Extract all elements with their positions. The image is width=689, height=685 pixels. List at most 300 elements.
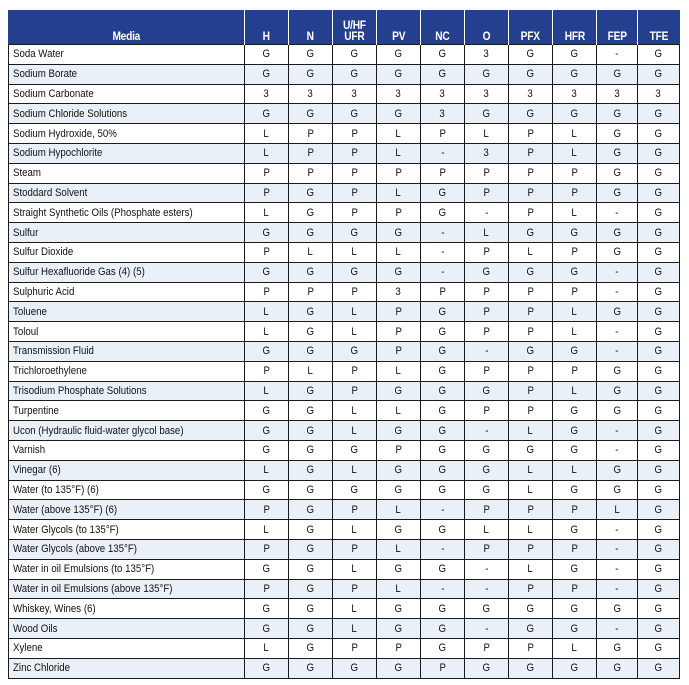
rating-cell-h	[245, 262, 289, 282]
rating-cell-fep	[597, 579, 638, 599]
rating-cell-pfx	[509, 45, 553, 65]
rating-value: P	[395, 206, 402, 219]
rating-cell-h	[245, 559, 289, 579]
rating-value: P	[483, 365, 490, 378]
rating-value: G	[526, 444, 535, 457]
table-row	[9, 619, 680, 639]
table-row	[9, 124, 680, 144]
rating-cell-o	[465, 480, 509, 500]
rating-cell-nc	[421, 500, 465, 520]
rating-cell-pfx	[509, 500, 553, 520]
table-row	[9, 242, 680, 262]
rating-value: G	[654, 266, 663, 279]
rating-value: G	[613, 167, 621, 180]
rating-cell-o	[465, 242, 509, 262]
rating-value: -	[484, 424, 489, 437]
rating-value: P	[527, 384, 534, 397]
rating-value: G	[654, 662, 663, 675]
rating-cell-h	[245, 539, 289, 559]
rating-cell-pv	[377, 539, 421, 559]
rating-value: G	[438, 365, 447, 378]
rating-cell-hfr	[553, 381, 597, 401]
column-header-pfx: PFX	[509, 10, 553, 45]
rating-value: G	[394, 523, 403, 536]
rating-value: -	[440, 543, 445, 556]
rating-value: G	[654, 107, 663, 120]
media-cell	[9, 104, 245, 124]
rating-cell-nc	[421, 242, 465, 262]
media-cell	[9, 163, 245, 183]
rating-value: G	[262, 483, 271, 496]
rating-value: G	[570, 226, 579, 239]
media-name: Ucon (Hydraulic fluid-water glycol base)	[13, 424, 184, 437]
rating-value: 3	[439, 107, 446, 120]
rating-value: -	[615, 266, 619, 279]
rating-value: G	[526, 602, 535, 615]
rating-value: L	[395, 404, 402, 417]
rating-cell-nc	[421, 84, 465, 104]
rating-value: L	[395, 147, 402, 160]
rating-cell-n	[289, 203, 333, 223]
rating-value: G	[438, 622, 447, 635]
rating-value: G	[654, 186, 663, 199]
rating-cell-pfx	[509, 143, 553, 163]
rating-cell-pfx	[509, 638, 553, 658]
rating-value: G	[306, 266, 315, 279]
media-cell	[9, 421, 245, 441]
rating-value: G	[526, 48, 535, 61]
rating-value: G	[438, 602, 447, 615]
rating-value: G	[482, 266, 491, 279]
rating-cell-h	[245, 302, 289, 322]
rating-cell-pv	[377, 104, 421, 124]
rating-value: G	[613, 127, 621, 140]
rating-value: L	[351, 325, 358, 338]
rating-value: G	[350, 345, 359, 358]
table-row	[9, 203, 680, 223]
rating-cell-h	[245, 401, 289, 421]
rating-cell-uhf	[333, 520, 377, 540]
rating-value: G	[570, 483, 579, 496]
rating-value: G	[482, 444, 491, 457]
rating-cell-nc	[421, 579, 465, 599]
rating-value: L	[571, 384, 578, 397]
rating-cell-pfx	[509, 520, 553, 540]
rating-cell-tfe	[638, 262, 680, 282]
rating-cell-n	[289, 163, 333, 183]
rating-value: P	[307, 127, 314, 140]
rating-value: G	[570, 444, 579, 457]
rating-value: G	[570, 68, 579, 81]
rating-cell-n	[289, 440, 333, 460]
rating-value: G	[350, 107, 359, 120]
rating-value: G	[306, 226, 315, 239]
media-cell	[9, 520, 245, 540]
rating-cell-nc	[421, 302, 465, 322]
media-name: Water in oil Emulsions (to 135°F)	[13, 563, 155, 576]
rating-value: G	[262, 266, 271, 279]
rating-value: -	[615, 523, 619, 536]
rating-cell-fep	[597, 203, 638, 223]
rating-value: G	[394, 602, 403, 615]
rating-value: P	[527, 325, 534, 338]
table-row	[9, 104, 680, 124]
rating-cell-n	[289, 658, 333, 678]
rating-cell-uhf	[333, 401, 377, 421]
rating-cell-nc	[421, 619, 465, 639]
rating-cell-h	[245, 619, 289, 639]
rating-cell-pv	[377, 223, 421, 243]
rating-cell-uhf	[333, 559, 377, 579]
rating-value: G	[482, 464, 491, 477]
rating-value: -	[615, 345, 619, 358]
rating-value: G	[394, 384, 403, 397]
rating-value: -	[615, 444, 619, 457]
rating-cell-h	[245, 104, 289, 124]
rating-value: G	[306, 503, 315, 516]
rating-cell-n	[289, 401, 333, 421]
rating-cell-fep	[597, 183, 638, 203]
rating-value: G	[262, 662, 271, 675]
rating-cell-h	[245, 45, 289, 65]
rating-value: P	[439, 285, 446, 298]
rating-cell-uhf	[333, 302, 377, 322]
rating-cell-uhf	[333, 104, 377, 124]
media-name: Sulfur	[13, 226, 39, 239]
rating-cell-uhf	[333, 163, 377, 183]
rating-value: -	[440, 147, 445, 160]
rating-value: G	[654, 424, 663, 437]
rating-cell-pv	[377, 559, 421, 579]
rating-value: G	[394, 107, 403, 120]
table-row	[9, 322, 680, 342]
rating-cell-o	[465, 84, 509, 104]
rating-value: P	[351, 365, 358, 378]
media-name: Zinc Chloride	[13, 662, 71, 675]
rating-value: L	[571, 464, 578, 477]
rating-cell-nc	[421, 183, 465, 203]
rating-value: P	[395, 167, 402, 180]
rating-cell-nc	[421, 322, 465, 342]
rating-cell-pfx	[509, 599, 553, 619]
media-cell	[9, 341, 245, 361]
rating-value: L	[527, 464, 534, 477]
table-row	[9, 421, 680, 441]
rating-cell-o	[465, 183, 509, 203]
rating-cell-fep	[597, 45, 638, 65]
rating-value: G	[262, 107, 271, 120]
rating-value: P	[571, 543, 578, 556]
rating-cell-pv	[377, 500, 421, 520]
rating-cell-fep	[597, 440, 638, 460]
rating-value: G	[306, 404, 315, 417]
rating-value: G	[570, 345, 579, 358]
media-cell	[9, 599, 245, 619]
rating-value: G	[262, 424, 271, 437]
rating-cell-tfe	[638, 361, 680, 381]
rating-value: P	[571, 246, 578, 259]
rating-value: P	[263, 582, 270, 595]
rating-value: G	[350, 662, 359, 675]
media-name: Xylene	[13, 642, 43, 655]
media-cell	[9, 500, 245, 520]
table-row	[9, 302, 680, 322]
rating-value: G	[526, 68, 535, 81]
rating-cell-pv	[377, 401, 421, 421]
rating-value: G	[613, 68, 621, 81]
rating-value: G	[306, 483, 315, 496]
rating-cell-n	[289, 242, 333, 262]
rating-cell-h	[245, 341, 289, 361]
rating-value: G	[306, 582, 315, 595]
rating-cell-fep	[597, 460, 638, 480]
rating-value: 3	[655, 87, 662, 100]
column-header-pv: PV	[377, 10, 421, 45]
rating-cell-pfx	[509, 658, 553, 678]
table-row	[9, 45, 680, 65]
rating-value: G	[438, 186, 447, 199]
rating-value: P	[527, 206, 534, 219]
rating-cell-tfe	[638, 124, 680, 144]
rating-cell-tfe	[638, 322, 680, 342]
rating-value: 3	[527, 87, 534, 100]
rating-value: G	[613, 483, 621, 496]
rating-value: -	[484, 345, 489, 358]
rating-value: L	[483, 523, 490, 536]
rating-value: G	[654, 167, 663, 180]
rating-cell-pv	[377, 302, 421, 322]
rating-value: G	[438, 563, 447, 576]
media-name: Water Glycols (to 135°F)	[13, 523, 119, 536]
table-header	[9, 10, 680, 45]
rating-cell-pv	[377, 658, 421, 678]
rating-cell-nc	[421, 282, 465, 302]
media-name: Steam	[13, 167, 41, 180]
rating-value: P	[483, 642, 490, 655]
rating-cell-pv	[377, 460, 421, 480]
rating-value: L	[307, 246, 314, 259]
rating-cell-h	[245, 500, 289, 520]
rating-value: G	[654, 563, 663, 576]
rating-cell-o	[465, 520, 509, 540]
rating-value: 3	[439, 87, 446, 100]
media-cell	[9, 361, 245, 381]
rating-value: L	[263, 206, 270, 219]
rating-value: L	[527, 523, 534, 536]
rating-value: 3	[263, 87, 270, 100]
rating-cell-uhf	[333, 599, 377, 619]
rating-value: G	[306, 186, 315, 199]
rating-value: -	[440, 503, 445, 516]
rating-cell-n	[289, 64, 333, 84]
rating-cell-tfe	[638, 163, 680, 183]
rating-value: G	[394, 226, 403, 239]
table-row	[9, 460, 680, 480]
rating-cell-n	[289, 124, 333, 144]
rating-cell-fep	[597, 223, 638, 243]
rating-cell-pv	[377, 322, 421, 342]
table-body	[9, 45, 680, 679]
media-name: Water Glycols (above 135°F)	[13, 543, 138, 556]
rating-value: G	[526, 226, 535, 239]
rating-value: P	[351, 147, 358, 160]
rating-cell-tfe	[638, 381, 680, 401]
rating-value: -	[615, 563, 619, 576]
rating-cell-o	[465, 421, 509, 441]
rating-cell-nc	[421, 381, 465, 401]
rating-value: L	[571, 642, 578, 655]
rating-cell-h	[245, 223, 289, 243]
rating-cell-nc	[421, 520, 465, 540]
media-name: Transmission Fluid	[13, 345, 94, 358]
rating-cell-uhf	[333, 500, 377, 520]
media-cell	[9, 262, 245, 282]
rating-cell-uhf	[333, 619, 377, 639]
rating-cell-pfx	[509, 322, 553, 342]
rating-value: L	[351, 246, 358, 259]
media-name: Turpentine	[13, 404, 59, 417]
table-row	[9, 223, 680, 243]
media-name: Stoddard Solvent	[13, 186, 88, 199]
rating-cell-nc	[421, 203, 465, 223]
rating-cell-hfr	[553, 539, 597, 559]
rating-value: G	[654, 483, 663, 496]
rating-cell-n	[289, 638, 333, 658]
rating-cell-fep	[597, 658, 638, 678]
table-row	[9, 500, 680, 520]
rating-cell-hfr	[553, 361, 597, 381]
rating-value: P	[483, 404, 490, 417]
rating-value: G	[438, 523, 447, 536]
rating-cell-n	[289, 223, 333, 243]
rating-value: G	[613, 642, 621, 655]
media-cell	[9, 143, 245, 163]
rating-cell-uhf	[333, 539, 377, 559]
rating-cell-tfe	[638, 242, 680, 262]
rating-cell-hfr	[553, 500, 597, 520]
rating-value: P	[351, 642, 358, 655]
rating-value: G	[570, 602, 579, 615]
rating-value: L	[263, 305, 270, 318]
rating-value: L	[395, 365, 402, 378]
rating-value: L	[483, 127, 490, 140]
column-header-fep: FEP	[597, 10, 638, 45]
rating-cell-fep	[597, 599, 638, 619]
rating-value: P	[351, 186, 358, 199]
media-cell	[9, 401, 245, 421]
rating-cell-h	[245, 421, 289, 441]
rating-value: P	[263, 246, 270, 259]
rating-value: 3	[395, 87, 402, 100]
rating-cell-o	[465, 282, 509, 302]
column-header-uhf-line1: U/HF	[343, 18, 366, 32]
rating-cell-n	[289, 341, 333, 361]
rating-cell-tfe	[638, 520, 680, 540]
rating-cell-hfr	[553, 440, 597, 460]
rating-cell-hfr	[553, 421, 597, 441]
media-cell	[9, 302, 245, 322]
rating-cell-h	[245, 440, 289, 460]
rating-cell-h	[245, 322, 289, 342]
rating-value: L	[351, 563, 358, 576]
rating-value: G	[394, 68, 403, 81]
table-row	[9, 638, 680, 658]
rating-cell-n	[289, 302, 333, 322]
rating-value: G	[262, 444, 271, 457]
rating-cell-n	[289, 262, 333, 282]
rating-cell-tfe	[638, 559, 680, 579]
rating-value: G	[526, 345, 535, 358]
table-row	[9, 401, 680, 421]
rating-cell-fep	[597, 282, 638, 302]
rating-cell-pv	[377, 599, 421, 619]
rating-value: G	[570, 662, 579, 675]
rating-cell-hfr	[553, 658, 597, 678]
rating-cell-pv	[377, 480, 421, 500]
rating-cell-n	[289, 599, 333, 619]
rating-cell-pv	[377, 619, 421, 639]
rating-cell-pfx	[509, 302, 553, 322]
rating-value: G	[394, 563, 403, 576]
rating-value: -	[440, 226, 445, 239]
rating-cell-pfx	[509, 579, 553, 599]
rating-cell-uhf	[333, 143, 377, 163]
rating-cell-n	[289, 559, 333, 579]
rating-cell-tfe	[638, 282, 680, 302]
rating-value: G	[654, 543, 663, 556]
rating-value: G	[654, 464, 663, 477]
rating-cell-uhf	[333, 440, 377, 460]
rating-cell-tfe	[638, 401, 680, 421]
rating-cell-tfe	[638, 84, 680, 104]
rating-cell-pfx	[509, 480, 553, 500]
rating-cell-fep	[597, 401, 638, 421]
media-cell	[9, 84, 245, 104]
rating-value: L	[263, 464, 270, 477]
rating-cell-pv	[377, 381, 421, 401]
rating-cell-tfe	[638, 64, 680, 84]
rating-value: G	[654, 582, 663, 595]
rating-value: G	[613, 226, 621, 239]
rating-cell-nc	[421, 638, 465, 658]
rating-cell-n	[289, 143, 333, 163]
rating-cell-pv	[377, 143, 421, 163]
rating-cell-n	[289, 460, 333, 480]
rating-cell-h	[245, 599, 289, 619]
rating-cell-pv	[377, 520, 421, 540]
rating-cell-uhf	[333, 460, 377, 480]
rating-value: P	[395, 325, 402, 338]
rating-cell-hfr	[553, 520, 597, 540]
rating-value: G	[570, 622, 579, 635]
rating-cell-fep	[597, 143, 638, 163]
rating-value: G	[306, 325, 315, 338]
rating-cell-tfe	[638, 223, 680, 243]
rating-cell-o	[465, 124, 509, 144]
rating-cell-hfr	[553, 460, 597, 480]
rating-cell-pfx	[509, 104, 553, 124]
rating-value: G	[262, 563, 271, 576]
rating-value: G	[438, 404, 447, 417]
rating-value: G	[262, 602, 271, 615]
rating-value: P	[263, 543, 270, 556]
rating-cell-uhf	[333, 658, 377, 678]
rating-cell-fep	[597, 163, 638, 183]
rating-value: G	[613, 602, 621, 615]
rating-value: -	[440, 266, 445, 279]
rating-value: -	[615, 285, 619, 298]
rating-cell-h	[245, 124, 289, 144]
